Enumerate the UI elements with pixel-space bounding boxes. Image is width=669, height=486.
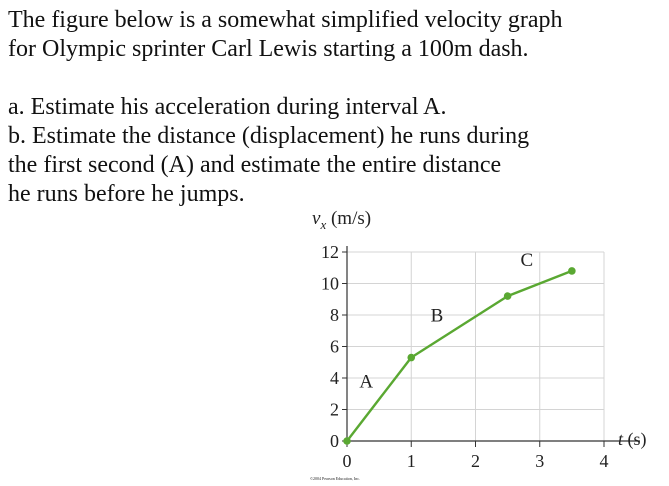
x-tick-label: 3 — [535, 451, 545, 471]
data-point — [568, 267, 576, 275]
intro-line-1: The figure below is a somewhat simplified velocity graph — [8, 7, 563, 33]
copyright-credit: ©2004 Pearson Education, Inc. — [310, 476, 361, 481]
part-a-text: a. Estimate his acceleration during interval A. — [8, 94, 447, 120]
segment-label-a: A — [359, 371, 374, 393]
x-tick-label: 2 — [471, 451, 480, 471]
series — [343, 267, 575, 445]
ticks — [321, 242, 609, 471]
y-tick-label: 6 — [330, 336, 339, 357]
x-tick-label: 0 — [342, 451, 352, 471]
x-axis-title: t (s) — [618, 429, 647, 449]
x-tick-label: 1 — [406, 451, 416, 471]
y-axis-title: $v_x$ (m/s) — [312, 208, 372, 232]
y-tick-label: 2 — [330, 399, 339, 420]
segment-label-c: C — [520, 250, 534, 272]
y-tick-label: 10 — [321, 273, 339, 294]
velocity-line — [347, 271, 572, 441]
segment-label-b: B — [430, 305, 444, 327]
data-point — [343, 437, 351, 445]
grid — [347, 252, 604, 441]
y-tick-label: 0 — [330, 431, 339, 451]
axes — [347, 246, 640, 441]
part-b-line-1: b. Estimate the distance (displacement) he runs during — [8, 123, 530, 149]
part-b-line-3: he runs before he jumps. — [8, 181, 245, 207]
labels — [312, 208, 647, 450]
y-tick-label: 8 — [330, 305, 339, 325]
data-point — [504, 292, 512, 300]
intro-line-2: for Olympic sprinter Carl Lewis starting a 100m dash. — [8, 36, 529, 62]
y-tick-label: 4 — [330, 368, 339, 388]
y-tick-label: 12 — [321, 242, 339, 262]
data-point — [407, 354, 415, 362]
part-b-line-2: the first second (A) and estimate the entire distance — [8, 152, 502, 178]
x-tick-label: 4 — [599, 451, 609, 471]
